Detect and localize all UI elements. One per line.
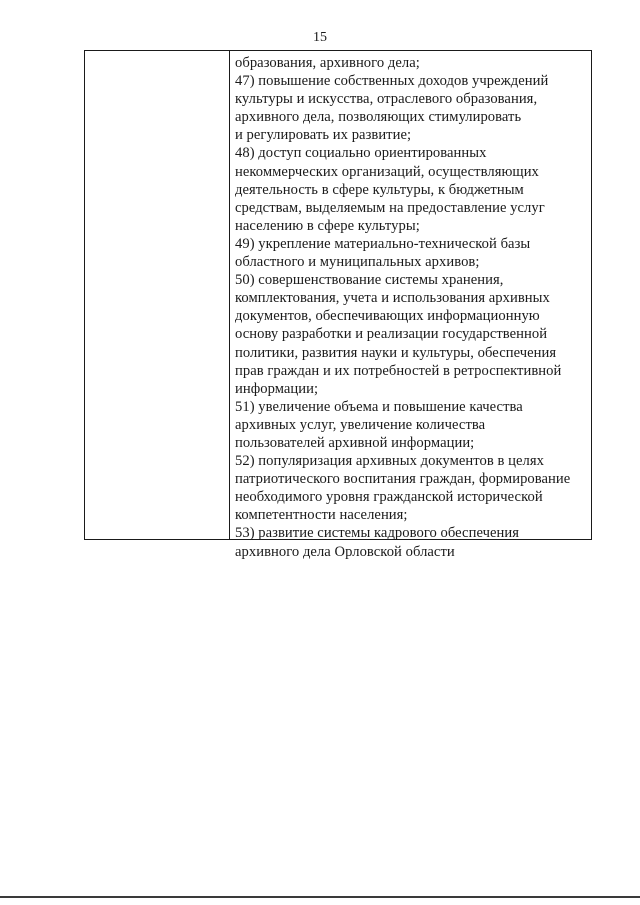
text-line: населению в сфере культуры; — [235, 217, 420, 234]
text-line: деятельность в сфере культуры, к бюджетным — [235, 181, 524, 198]
document-table — [84, 50, 592, 560]
text-line: документов, обеспечивающих информационную — [235, 308, 540, 325]
text-line: и регулировать их развитие; — [235, 127, 412, 144]
table-cell-content — [230, 51, 591, 560]
text-line: информации; — [235, 380, 319, 397]
text-line: компетентности населения; — [235, 507, 408, 524]
page-number: 15 — [313, 30, 327, 45]
text-line: 48) доступ социально ориентированных — [235, 145, 487, 162]
text-line: основу разработки и реализации государственной — [235, 326, 548, 343]
text-line: пользователей архивной информации; — [235, 434, 475, 451]
text-line: 47) повышение собственных доходов учреждений — [235, 73, 549, 90]
text-line: областного и муниципальных архивов; — [235, 254, 480, 271]
text-line: 51) увеличение объема и повышение качества — [235, 398, 523, 415]
text-line: архивного дела Орловской области — [235, 543, 455, 560]
text-line: архивных услуг, увеличение количества — [235, 416, 486, 433]
text-line: средствам, выделяемым на предоставление услуг — [235, 199, 545, 216]
text-line: 49) укрепление материально-технической базы — [235, 235, 531, 252]
text-line: политики, развития науки и культуры, обеспечения — [235, 344, 557, 361]
scan-edge-line — [0, 896, 640, 898]
text-line: 53) развитие системы кадрового обеспечения — [235, 525, 520, 542]
text-line: патриотического воспитания граждан, формирование — [235, 471, 571, 488]
text-line: некоммерческих организаций, осуществляющих — [235, 163, 539, 180]
text-line: необходимого уровня гражданской исторической — [235, 489, 543, 506]
text-line: архивного дела, позволяющих стимулировать — [235, 109, 522, 126]
text-line: 52) популяризация архивных документов в целях — [235, 453, 544, 470]
text-line: 50) совершенствование системы хранения, — [235, 272, 504, 289]
table-cell-empty — [85, 51, 230, 539]
text-line: комплектования, учета и использования архивных — [235, 290, 550, 307]
text-line: культуры и искусства, отраслевого образования, — [235, 91, 538, 108]
text-line: прав граждан и их потребностей в ретроспективной — [235, 362, 562, 379]
text-line: образования, архивного дела; — [235, 55, 420, 71]
